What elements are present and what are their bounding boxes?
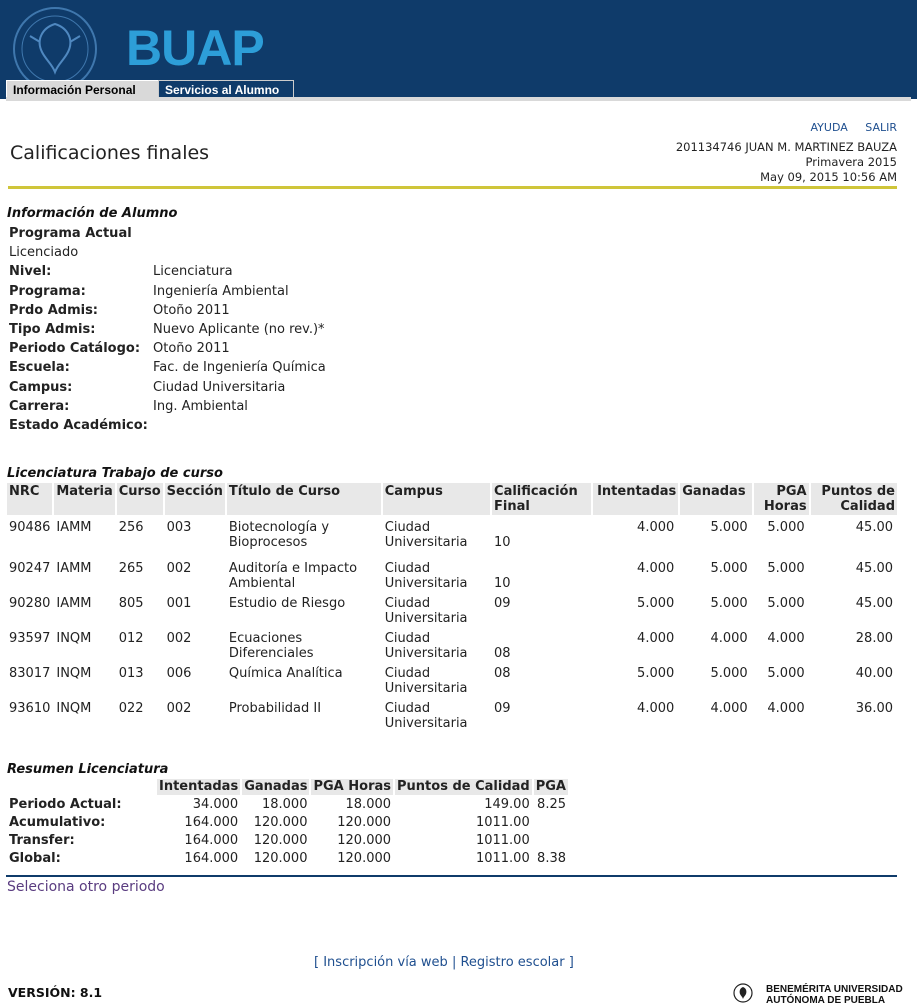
summary-pga [534,833,568,849]
footer-links [314,955,574,970]
info-value: Ing. Ambiental [153,398,248,414]
summary-puntos: 1011.00 [475,815,530,830]
summary-corner [7,779,155,795]
table-row [7,698,897,731]
summary-pga-horas: 120.000 [337,833,392,848]
cell-puntos: 45.00 [855,596,893,611]
cell-nrc: 83017 [9,666,51,681]
summary-label: Global: [9,851,61,866]
info-label: Carrera: [9,398,70,414]
bottom-divider [6,875,897,877]
user-datetime: May 09, 2015 10:56 AM [760,170,897,184]
cell-curso: 805 [118,596,144,611]
cell-pga: 5.000 [767,520,805,535]
cell-intentadas: 4.000 [637,520,675,535]
info-row [9,282,326,301]
info-row [9,301,326,320]
cell-pga: 5.000 [767,561,805,576]
info-row [9,378,326,397]
cell-campus: Ciudad Universitaria [384,520,468,550]
summary-pga: 8.38 [537,851,566,866]
cell-intentadas: 4.000 [637,701,675,716]
cell-materia: IAMM [56,596,92,611]
cell-titulo: Biotecnología y Bioprocesos [228,520,330,550]
student-info-heading: Información de Alumno [7,206,178,221]
cell-curso: 013 [118,666,144,681]
summary-ganadas: 120.000 [253,851,308,866]
link-separator: | [451,955,457,970]
summary-ganadas: 120.000 [253,815,308,830]
summary-pga-horas: 120.000 [337,851,392,866]
cell-seccion: 003 [166,520,192,535]
inscripcion-web-link[interactable]: Inscripción vía web [323,955,448,970]
cell-ganadas: 4.000 [710,701,748,716]
info-row [9,320,326,339]
cell-nrc: 93610 [9,701,51,716]
summary-col-puntos: Puntos de Calidad [397,779,530,794]
cell-pga: 4.000 [767,701,805,716]
cell-ganadas: 5.000 [710,596,748,611]
summary-row [7,851,568,867]
cell-ganadas: 5.000 [710,666,748,681]
summary-label: Acumulativo: [9,815,106,830]
cell-seccion: 001 [166,596,192,611]
cell-curso: 265 [118,561,144,576]
info-value: Ingeniería Ambiental [153,283,289,299]
summary-table [5,777,570,869]
cell-puntos: 36.00 [855,701,893,716]
header-bar [0,0,917,99]
col-materia: Materia [54,483,114,515]
info-label: Prdo Admis: [9,302,99,318]
cell-puntos: 28.00 [855,631,893,646]
info-value: Otoño 2011 [153,341,230,357]
cell-materia: INQM [56,666,92,681]
divider [8,186,897,189]
summary-header-row [7,779,568,795]
cell-seccion: 002 [166,561,192,576]
summary-row [7,833,568,849]
cell-materia: INQM [56,701,92,716]
user-id-name: 201134746 JUAN M. MARTINEZ BAUZA [675,140,897,154]
summary-intentadas: 164.000 [184,815,239,830]
cell-titulo: Estudio de Riesgo [228,596,346,611]
summary-heading: Resumen Licenciatura [7,762,169,777]
cell-curso: 256 [118,520,144,535]
cell-intentadas: 4.000 [637,631,675,646]
bracket-open: [ [314,955,320,970]
info-label: Estado Académico: [9,417,148,433]
cell-pga: 4.000 [767,631,805,646]
cell-calificacion: 09 [494,596,511,611]
cell-nrc: 90486 [9,520,51,535]
col-intentadas: Intentadas [593,483,679,515]
cell-seccion: 006 [166,666,192,681]
cell-campus: Ciudad Universitaria [384,701,468,731]
col-pga-horas: PGA Horas [754,483,809,515]
user-term: Primavera 2015 [805,155,897,169]
table-row [7,628,897,661]
col-calificacion: Calificación Final [492,483,591,515]
info-row [9,339,326,358]
info-value: Licenciatura [153,264,233,280]
version-label: VERSIÓN: 8.1 [8,985,103,1000]
cell-seccion: 002 [166,631,192,646]
cell-calificacion: 10 [494,535,511,550]
col-ganadas: Ganadas [680,483,751,515]
summary-puntos: 1011.00 [475,851,530,866]
tab-servicios-al-alumno[interactable]: Servicios al Alumno [158,80,294,99]
program-label: Programa Actual [9,226,132,241]
info-value: Otoño 2011 [153,302,230,318]
info-value: Ciudad Universitaria [153,379,286,395]
cell-campus: Ciudad Universitaria [384,561,468,591]
university-logo-icon [733,983,753,1003]
col-titulo: Título de Curso [227,483,381,515]
coursework-heading: Licenciatura Trabajo de curso [7,466,223,481]
top-links [797,121,897,134]
cell-titulo: Ecuaciones Diferenciales [228,631,314,661]
table-row [7,663,897,696]
cell-curso: 012 [118,631,144,646]
table-row [7,558,897,591]
info-row [9,397,326,416]
info-row [9,358,326,377]
cell-pga: 5.000 [767,596,805,611]
cell-campus: Ciudad Universitaria [384,666,468,696]
col-nrc: NRC [7,483,52,515]
summary-col-intentadas: Intentadas [159,779,239,794]
user-info [676,140,897,185]
summary-label: Periodo Actual: [9,797,122,812]
cell-calificacion: 09 [494,701,511,716]
tab-underline [6,97,911,101]
tab-informacion-personal[interactable]: Información Personal [6,80,164,99]
summary-col-pga: PGA [535,779,566,794]
cell-puntos: 45.00 [855,561,893,576]
bracket-close: ] [568,955,574,970]
info-label: Nivel: [9,264,52,280]
summary-intentadas: 164.000 [184,851,239,866]
col-campus: Campus [383,483,490,515]
info-value: Nuevo Aplicante (no rev.)* [153,321,325,337]
cell-ganadas: 5.000 [710,520,748,535]
cell-nrc: 90247 [9,561,51,576]
cell-calificacion: 08 [494,666,511,681]
summary-intentadas: 34.000 [192,797,239,812]
summary-pga-horas: 18.000 [345,797,392,812]
cell-puntos: 40.00 [855,666,893,681]
university-name-line1: BENEMÉRITA UNIVERSIDAD [766,984,903,995]
summary-ganadas: 18.000 [261,797,308,812]
cell-ganadas: 5.000 [710,561,748,576]
summary-col-ganadas: Ganadas [244,779,308,794]
summary-pga: 8.25 [537,797,566,812]
cell-intentadas: 5.000 [637,666,675,681]
university-name-line2: AUTÓNOMA DE PUEBLA [766,995,886,1006]
cell-calificacion: 08 [494,646,511,661]
info-row [9,262,326,281]
brand-logo: BUAP [126,20,264,76]
cell-campus: Ciudad Universitaria [384,596,468,626]
cell-ganadas: 4.000 [710,631,748,646]
cell-calificacion: 10 [494,576,511,591]
cell-titulo: Probabilidad II [228,701,322,716]
info-label: Periodo Catálogo: [9,341,141,357]
info-label: Campus: [9,379,73,395]
select-other-period-link[interactable]: Seleciona otro periodo [7,879,165,895]
summary-label: Transfer: [9,833,75,848]
summary-ganadas: 120.000 [253,833,308,848]
university-name [766,984,903,1006]
cell-puntos: 45.00 [855,520,893,535]
summary-pga-horas: 120.000 [337,815,392,830]
info-label: Tipo Admis: [9,321,96,337]
info-row [9,416,326,435]
summary-pga [534,815,568,831]
summary-intentadas: 164.000 [184,833,239,848]
table-header-row [7,483,897,515]
cell-nrc: 90280 [9,596,51,611]
cell-titulo: Química Analítica [228,666,343,681]
cell-intentadas: 5.000 [637,596,675,611]
summary-puntos: 1011.00 [475,833,530,848]
summary-row [7,797,568,813]
cell-materia: INQM [56,631,92,646]
info-label: Escuela: [9,360,70,376]
cell-materia: IAMM [56,520,92,535]
summary-col-pga-horas: PGA Horas [313,779,392,794]
info-label: Programa: [9,283,86,299]
cell-seccion: 002 [166,701,192,716]
summary-row [7,815,568,831]
summary-puntos: 149.00 [484,797,530,812]
table-row [7,593,897,626]
cell-nrc: 93597 [9,631,51,646]
program-value: Licenciado [9,245,79,261]
cell-curso: 022 [118,701,144,716]
student-info [9,224,326,435]
exit-link[interactable]: SALIR [865,121,897,134]
cell-pga: 5.000 [767,666,805,681]
cell-campus: Ciudad Universitaria [384,631,468,661]
registro-escolar-link[interactable]: Registro escolar [460,955,565,970]
col-puntos: Puntos de Calidad [811,483,897,515]
coursework-table [5,481,899,733]
table-row [7,517,897,556]
info-value: Fac. de Ingeniería Química [153,360,326,376]
col-curso: Curso [117,483,163,515]
cell-titulo: Auditoría e Impacto Ambiental [228,561,358,591]
cell-materia: IAMM [56,561,92,576]
col-seccion: Sección [165,483,225,515]
help-link[interactable]: AYUDA [810,121,848,134]
cell-intentadas: 4.000 [637,561,675,576]
page-title: Calificaciones finales [10,142,210,164]
